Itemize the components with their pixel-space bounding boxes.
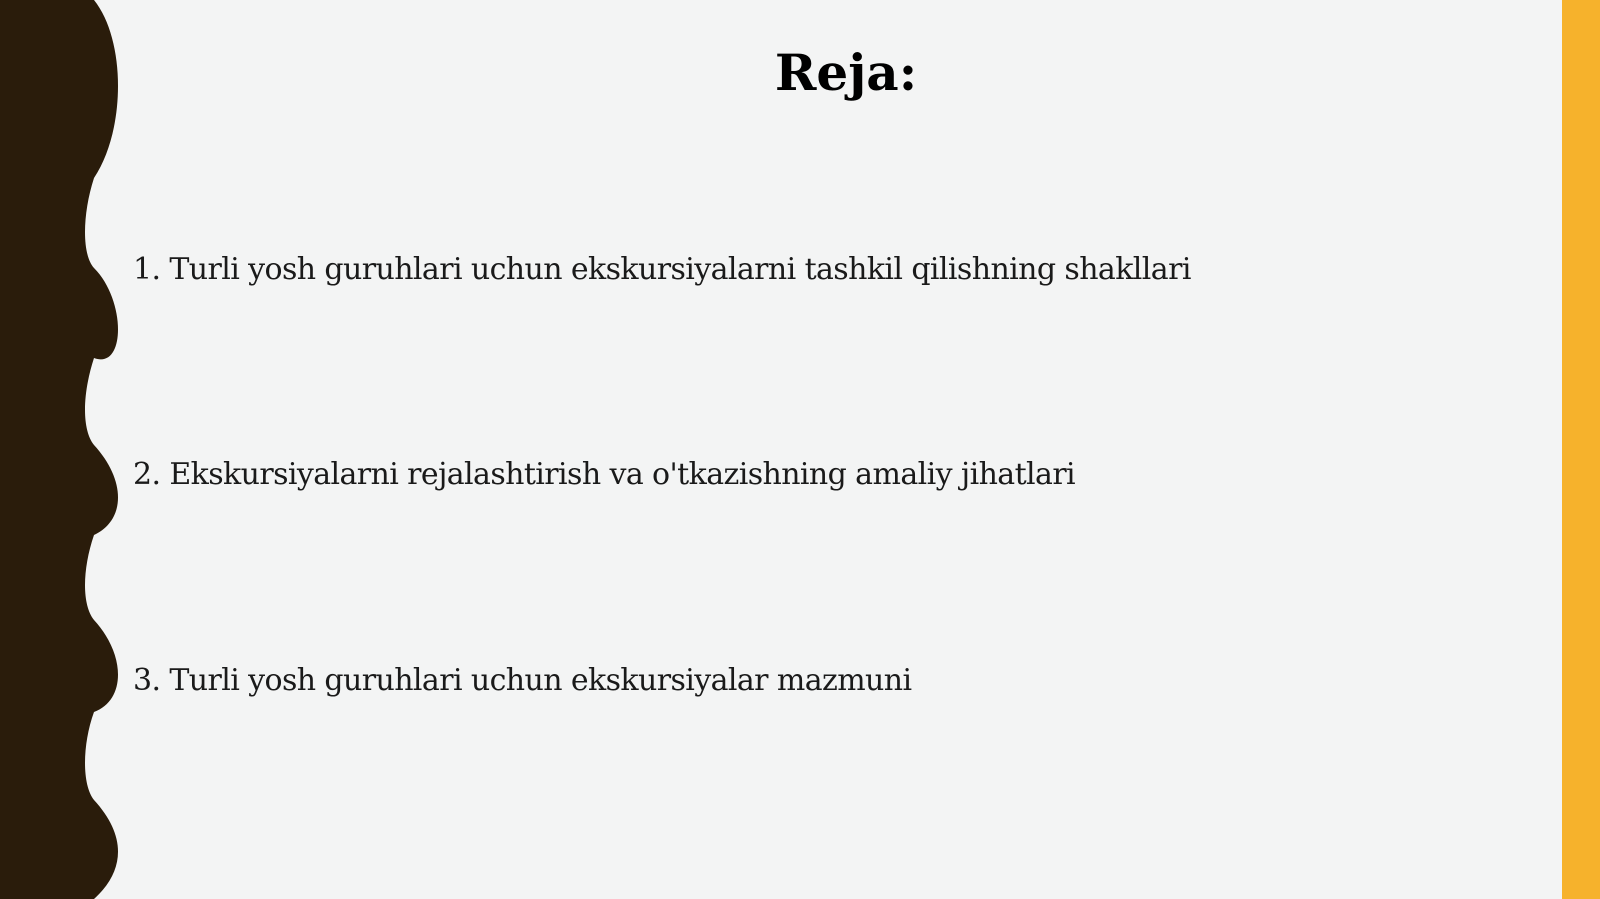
accent-stripe-right [1562,0,1600,899]
plan-item-2: 2. Ekskursiyalarni rejalashtirish va o'tkazishning amaliy jihatlari [133,457,1076,492]
wavy-left-border [0,0,130,899]
plan-item-1: 1. Turli yosh guruhlari uchun ekskursiyalarni tashkil qilishning shakllari [133,252,1191,287]
wavy-border-shape [0,0,118,899]
plan-item-3: 3. Turli yosh guruhlari uchun ekskursiyalar mazmuni [133,663,912,698]
slide-title: Reja: [774,43,918,102]
